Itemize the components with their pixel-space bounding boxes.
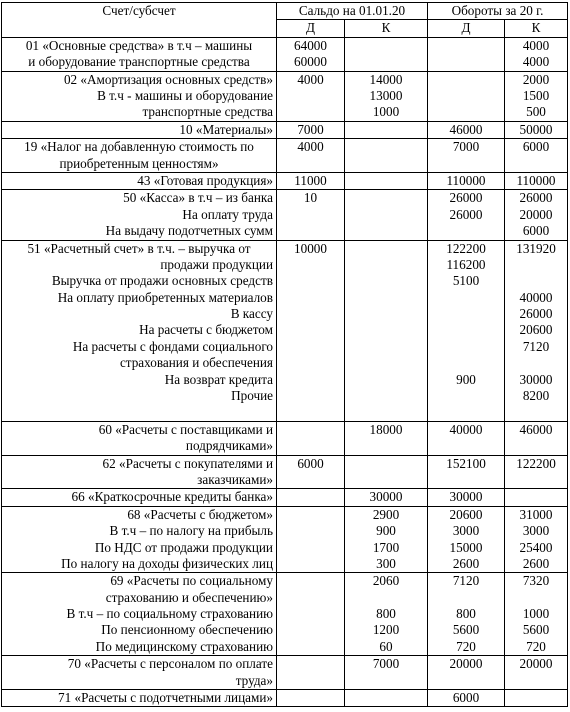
amount-value: 2000 [522, 71, 550, 87]
account-line: На выдачу подотчетных сумм [105, 223, 273, 239]
account-line: Выручка от продажи основных средств [51, 273, 273, 289]
amount-value: 10 [303, 190, 318, 206]
amount-value: 1200 [372, 622, 400, 638]
amount-value: 4000 [522, 37, 550, 53]
amount-value [508, 590, 564, 606]
amount-value [348, 139, 424, 155]
amount-value: 1700 [372, 539, 400, 555]
amount-value [280, 639, 341, 655]
amount-value [280, 372, 341, 388]
balance-credit-cell [345, 240, 428, 421]
amount-value [280, 88, 341, 104]
amount-value: 7000 [372, 656, 400, 672]
turnover-debit-cell [428, 139, 505, 173]
table-row [2, 489, 568, 506]
amount-value: 30000 [449, 489, 483, 505]
amount-value [348, 273, 424, 289]
amount-value [280, 339, 341, 355]
amount-value: 13000 [369, 87, 403, 103]
table-row [2, 240, 568, 421]
account-line: По НДС от продажи продукции [94, 539, 273, 555]
amount-value [280, 590, 341, 606]
amount-value [280, 422, 341, 438]
account-line: В т.ч – по налогу на прибыль [109, 523, 273, 539]
amount-value: 5600 [452, 622, 480, 638]
balance-credit-cell [345, 690, 428, 707]
account-name-cell [2, 656, 277, 690]
amount-value: 800 [376, 606, 396, 622]
amount-value [280, 404, 341, 420]
amount-value: 20000 [449, 656, 483, 672]
amount-value: 6000 [297, 455, 324, 471]
amount-value: 26000 [449, 190, 483, 206]
amount-value: 2060 [372, 573, 400, 589]
amount-value [280, 355, 341, 371]
account-line: страхованию и обеспечению» [105, 589, 273, 605]
table-row [2, 121, 568, 138]
account-line: 02 «Амортизация основных средств» [63, 71, 273, 87]
amount-value: 5600 [522, 622, 550, 638]
account-name-cell [2, 489, 277, 506]
amount-value [280, 322, 341, 338]
table-row [2, 506, 568, 573]
amount-value: 60000 [294, 54, 327, 70]
amount-value: 116200 [446, 256, 486, 272]
turnover-debit-cell [428, 172, 505, 189]
amount-value [508, 355, 564, 371]
amount-value: 26000 [519, 190, 553, 206]
balance-debit-cell [277, 71, 345, 121]
amount-value: 20600 [449, 506, 483, 522]
amount-value [348, 241, 424, 257]
balance-debit-cell [277, 455, 345, 489]
turnover-credit-cell [505, 190, 568, 240]
amount-value: 30000 [519, 371, 553, 387]
turnover-debit-cell [428, 656, 505, 690]
amount-value: 7000 [297, 121, 324, 137]
turnover-credit-cell [505, 455, 568, 489]
amount-value: 122200 [446, 240, 486, 256]
account-line: 70 «Расчеты с персоналом по оплате [67, 656, 273, 672]
account-line: На возврат кредита [164, 371, 273, 387]
amount-value [508, 156, 564, 172]
turnover-debit-cell [428, 240, 505, 421]
balance-credit-cell [345, 489, 428, 506]
account-name-cell [2, 240, 277, 421]
account-name-cell [2, 37, 277, 71]
header-account: Счет/субсчет [2, 3, 277, 38]
amount-value [280, 489, 341, 505]
amount-value: 26000 [519, 306, 553, 322]
turnover-debit-cell [428, 690, 505, 707]
turnover-credit-cell [505, 690, 568, 707]
amount-value: 50000 [519, 121, 553, 137]
amount-value [431, 54, 501, 70]
amount-value: 46000 [519, 421, 553, 437]
amount-value [348, 122, 424, 138]
amount-value [348, 173, 424, 189]
turnover-debit-cell [428, 421, 505, 455]
turnover-credit-cell [505, 121, 568, 138]
account-name-cell [2, 121, 277, 138]
balance-debit-cell [277, 573, 345, 656]
amount-value [431, 223, 501, 239]
amount-value: 7120 [452, 573, 480, 589]
amount-value: 500 [526, 104, 546, 120]
balance-credit-cell [345, 421, 428, 455]
account-name-cell [2, 690, 277, 707]
amount-value [280, 223, 341, 239]
amount-value [280, 104, 341, 120]
amount-value [431, 306, 501, 322]
amount-value [348, 404, 424, 420]
amount-value [280, 472, 341, 488]
table-row [2, 37, 568, 71]
table-row [2, 455, 568, 489]
turnover-credit-cell [505, 172, 568, 189]
balance-debit-cell [277, 690, 345, 707]
amount-value: 4000 [297, 71, 324, 87]
account-name-cell [2, 71, 277, 121]
amount-value: 800 [456, 606, 476, 622]
account-name-cell [2, 190, 277, 240]
amount-value: 60 [379, 638, 393, 654]
account-line: приобретенным ценностям» [59, 155, 219, 171]
turnover-credit-cell [505, 506, 568, 573]
amount-value: 6000 [522, 223, 550, 239]
amount-value: 720 [456, 638, 476, 654]
amount-value [348, 673, 424, 689]
amount-value: 2900 [372, 506, 400, 522]
balance-debit-cell [277, 421, 345, 455]
account-line: По медицинскому страхованию [95, 638, 273, 654]
amount-value: 14000 [369, 71, 403, 87]
amount-value [348, 590, 424, 606]
amount-value [348, 438, 424, 454]
balance-credit-cell [345, 172, 428, 189]
amount-value [508, 438, 564, 454]
table-row [2, 139, 568, 173]
balance-debit-cell [277, 506, 345, 573]
amount-value [431, 404, 501, 420]
header-balance-debit: Д [277, 20, 345, 37]
balance-credit-cell [345, 455, 428, 489]
amount-value [348, 322, 424, 338]
header-balance: Сальдо на 01.01.20 [277, 3, 428, 20]
amount-value [348, 257, 424, 273]
amount-value: 6000 [522, 139, 550, 155]
account-line: На расчеты с фондами социального [72, 338, 273, 354]
amount-value [508, 472, 564, 488]
account-line: 69 «Расчеты по социальному [110, 573, 273, 589]
amount-value [508, 257, 564, 273]
account-line: транспортные средства [142, 104, 273, 120]
header-turnover: Обороты за 20 г. [428, 3, 568, 20]
account-line: заказчиками» [197, 471, 273, 487]
header-row-top [2, 3, 568, 20]
turnover-debit-cell [428, 37, 505, 71]
amount-value [348, 456, 424, 472]
amount-value [431, 590, 501, 606]
balance-credit-cell [345, 121, 428, 138]
turnover-debit-cell [428, 190, 505, 240]
amount-value [348, 306, 424, 322]
account-line: 51 «Расчетный счет» в т.ч. – выручка от [27, 240, 251, 256]
turnover-debit-cell [428, 455, 505, 489]
balance-debit-cell [277, 656, 345, 690]
amount-value [431, 438, 501, 454]
amount-value [280, 306, 341, 322]
amount-value: 3000 [522, 523, 550, 539]
account-line: 66 «Краткосрочные кредиты банка» [71, 489, 273, 505]
balance-credit-cell [345, 139, 428, 173]
amount-value: 1500 [522, 87, 550, 103]
turnover-debit-cell [428, 506, 505, 573]
amount-value: 30000 [369, 489, 403, 505]
account-line: В т.ч – по социальному страхованию [66, 606, 273, 622]
account-line: 43 «Готовая продукция» [137, 172, 273, 188]
account-name-cell [2, 506, 277, 573]
balance-credit-cell [345, 71, 428, 121]
amount-value [280, 622, 341, 638]
amount-value [508, 690, 564, 706]
table-body [2, 37, 568, 707]
amount-value [280, 207, 341, 223]
amount-value [431, 339, 501, 355]
amount-value [431, 673, 501, 689]
amount-value: 5100 [452, 273, 480, 289]
amount-value: 7120 [522, 338, 550, 354]
turnover-debit-cell [428, 121, 505, 138]
account-balances-table [1, 2, 568, 707]
turnover-credit-cell [505, 240, 568, 421]
amount-value [280, 606, 341, 622]
turnover-credit-cell [505, 139, 568, 173]
amount-value: 8200 [522, 388, 550, 404]
amount-value: 10000 [294, 240, 327, 256]
amount-value [348, 355, 424, 371]
balance-credit-cell [345, 573, 428, 656]
account-line: В т.ч - машины и оборудование [97, 87, 273, 103]
amount-value [348, 388, 424, 404]
balance-debit-cell [277, 190, 345, 240]
amount-value: 1000 [372, 104, 400, 120]
table-row [2, 690, 568, 707]
account-line: 71 «Расчеты с подотчетными лицами» [58, 690, 273, 706]
amount-value [431, 72, 501, 88]
amount-value [280, 540, 341, 556]
amount-value: 131920 [516, 240, 556, 256]
balance-credit-cell [345, 37, 428, 71]
amount-value [348, 472, 424, 488]
account-line: По налогу на доходы физических лиц [61, 555, 273, 571]
account-name-cell [2, 172, 277, 189]
amount-value: 110000 [446, 172, 486, 188]
turnover-credit-cell [505, 656, 568, 690]
amount-value [280, 273, 341, 289]
amount-value [280, 673, 341, 689]
amount-value: 3000 [452, 523, 480, 539]
table-row [2, 421, 568, 455]
amount-value: 122200 [516, 455, 556, 471]
account-line: Прочие [231, 388, 273, 404]
amount-value [431, 355, 501, 371]
amount-value [348, 223, 424, 239]
amount-value [431, 38, 501, 54]
amount-value: 20000 [519, 206, 553, 222]
account-line: В кассу [230, 306, 273, 322]
amount-value: 64000 [294, 37, 327, 53]
amount-value: 11000 [294, 172, 327, 188]
account-line: продажи продукции [160, 256, 273, 272]
balance-debit-cell [277, 139, 345, 173]
amount-value [348, 207, 424, 223]
amount-value: 2600 [452, 555, 480, 571]
amount-value [348, 54, 424, 70]
balance-debit-cell [277, 240, 345, 421]
amount-value: 152100 [446, 455, 486, 471]
amount-value: 40000 [519, 289, 553, 305]
account-line: подрядчиками» [185, 438, 273, 454]
amount-value: 15000 [449, 539, 483, 555]
amount-value [280, 656, 341, 672]
amount-value [348, 339, 424, 355]
turnover-credit-cell [505, 573, 568, 656]
account-line: труда» [235, 672, 273, 688]
amount-value [280, 556, 341, 572]
amount-value [508, 673, 564, 689]
account-line [5, 404, 273, 420]
table-row [2, 190, 568, 240]
account-line: 68 «Расчеты с бюджетом» [127, 506, 273, 522]
account-line: и оборудование транспортные средства [28, 54, 250, 70]
amount-value: 2600 [522, 555, 550, 571]
amount-value: 20600 [519, 322, 553, 338]
amount-value [348, 690, 424, 706]
account-line: 50 «Касса» в т.ч – из банка [123, 190, 273, 206]
amount-value [508, 404, 564, 420]
amount-value: 4000 [297, 139, 324, 155]
account-name-cell [2, 455, 277, 489]
turnover-debit-cell [428, 71, 505, 121]
balance-sheet-document [1, 2, 568, 707]
amount-value: 25400 [519, 539, 553, 555]
turnover-credit-cell [505, 421, 568, 455]
header-turnover-debit: Д [428, 20, 505, 37]
amount-value [280, 507, 341, 523]
balance-debit-cell [277, 37, 345, 71]
amount-value [280, 573, 341, 589]
amount-value: 4000 [522, 54, 550, 70]
amount-value: 110000 [516, 172, 556, 188]
amount-value: 7320 [522, 573, 550, 589]
amount-value [280, 690, 341, 706]
turnover-credit-cell [505, 37, 568, 71]
amount-value: 26000 [449, 206, 483, 222]
amount-value: 31000 [519, 506, 553, 522]
amount-value: 1000 [522, 606, 550, 622]
amount-value [280, 388, 341, 404]
account-name-cell [2, 421, 277, 455]
account-line: На оплату труда [182, 206, 273, 222]
table-row [2, 172, 568, 189]
table-row [2, 573, 568, 656]
turnover-debit-cell [428, 573, 505, 656]
amount-value: 20000 [519, 656, 553, 672]
amount-value [508, 489, 564, 505]
account-line: 01 «Основные средства» в т.ч – машины [25, 37, 253, 53]
amount-value [348, 372, 424, 388]
turnover-credit-cell [505, 71, 568, 121]
amount-value [431, 88, 501, 104]
amount-value [280, 290, 341, 306]
account-name-cell [2, 573, 277, 656]
balance-debit-cell [277, 172, 345, 189]
balance-credit-cell [345, 506, 428, 573]
balance-credit-cell [345, 190, 428, 240]
amount-value [431, 472, 501, 488]
amount-value [431, 322, 501, 338]
amount-value [431, 388, 501, 404]
header-turnover-credit: К [505, 20, 568, 37]
balance-debit-cell [277, 121, 345, 138]
balance-debit-cell [277, 489, 345, 506]
account-line: На расчеты с бюджетом [139, 322, 273, 338]
amount-value [348, 290, 424, 306]
amount-value [280, 257, 341, 273]
amount-value: 40000 [449, 421, 483, 437]
amount-value: 900 [456, 371, 476, 387]
amount-value: 6000 [452, 690, 480, 706]
turnover-credit-cell [505, 489, 568, 506]
amount-value [431, 104, 501, 120]
turnover-debit-cell [428, 489, 505, 506]
amount-value: 46000 [449, 121, 483, 137]
account-line: страхования и обеспечения [119, 355, 273, 371]
amount-value: 7000 [452, 139, 480, 155]
account-line: 60 «Расчеты с поставщиками и [98, 421, 273, 437]
amount-value [348, 38, 424, 54]
header-balance-credit: К [345, 20, 428, 37]
balance-credit-cell [345, 656, 428, 690]
amount-value [280, 523, 341, 539]
amount-value [280, 156, 341, 172]
table-row [2, 71, 568, 121]
account-line: 10 «Материалы» [179, 121, 273, 137]
amount-value [431, 290, 501, 306]
account-name-cell [2, 139, 277, 173]
amount-value [280, 438, 341, 454]
amount-value [431, 156, 501, 172]
amount-value [348, 190, 424, 206]
amount-value [348, 156, 424, 172]
account-line: 62 «Расчеты с покупателями и [102, 455, 273, 471]
table-row [2, 656, 568, 690]
amount-value [508, 273, 564, 289]
account-line: На оплату приобретенных материалов [57, 289, 273, 305]
amount-value: 720 [526, 638, 546, 654]
amount-value: 18000 [369, 421, 403, 437]
account-line: По пенсионному обеспечению [101, 622, 273, 638]
account-line: 19 «Налог на добавленную стоимость по [24, 139, 254, 155]
amount-value: 900 [376, 523, 396, 539]
amount-value: 300 [376, 555, 396, 571]
